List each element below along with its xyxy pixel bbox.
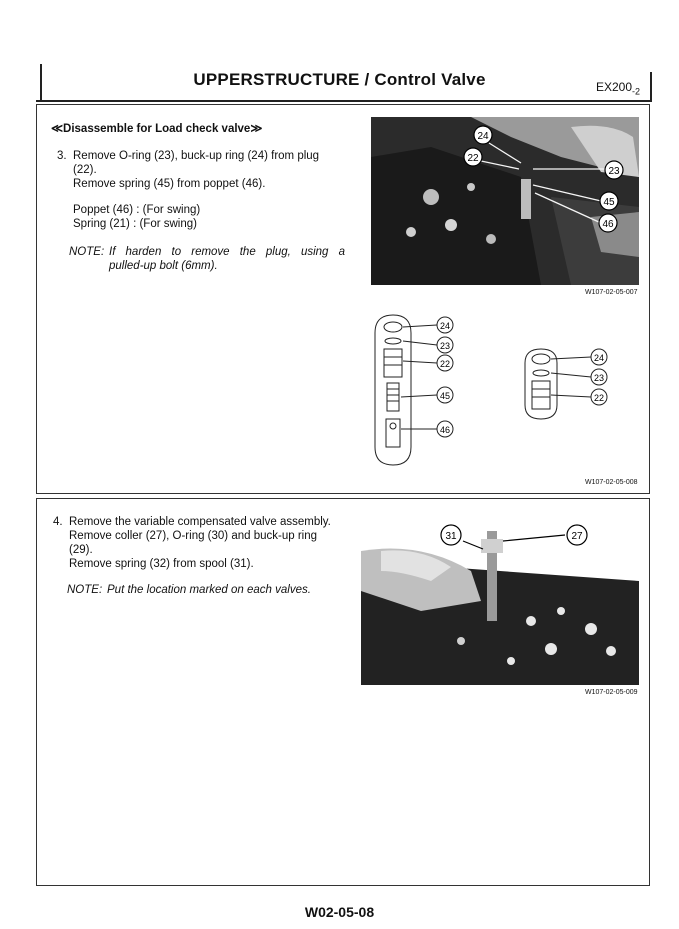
svg-text:22: 22	[439, 359, 451, 369]
page-code: W02-05-08	[304, 904, 375, 920]
note-line: pulled-up bolt (6mm).	[109, 260, 218, 272]
photo-caption: W107-02-05-007	[585, 289, 638, 296]
exploded-diagram-plug	[521, 345, 631, 425]
exploded-diagram-full	[371, 311, 481, 471]
photo-caption: W107-02-05-009	[585, 689, 638, 696]
step-line: Remove O-ring (23), buck-up ring (24) from plug	[73, 150, 320, 162]
step-line: Remove the variable compensated valve assembly.	[69, 516, 331, 528]
step-text	[73, 149, 373, 191]
model-code	[596, 80, 640, 96]
callout-45	[437, 387, 453, 403]
svg-text:22: 22	[593, 393, 605, 403]
callout-45	[600, 192, 618, 210]
step-line: Remove spring (32) from spool (31).	[69, 558, 254, 570]
model-sub: -2	[632, 86, 641, 97]
header-rule	[36, 100, 652, 102]
spec-list	[73, 203, 200, 231]
section-heading: ≪Disassemble for Load check valve≫	[51, 123, 263, 135]
svg-text:22: 22	[467, 153, 479, 164]
svg-text:45: 45	[603, 197, 615, 208]
step-number: 3.	[57, 150, 67, 162]
svg-text:24: 24	[439, 321, 451, 331]
section-variable-compensated-valve	[36, 498, 650, 886]
callout-22	[464, 148, 482, 166]
callout-23	[437, 337, 453, 353]
note-text: Put the location marked on each valves.	[107, 584, 311, 596]
svg-text:24: 24	[593, 353, 605, 363]
svg-text:23: 23	[608, 166, 620, 177]
section-load-check-valve	[36, 104, 650, 494]
svg-text:46: 46	[602, 219, 614, 230]
callout-22	[591, 389, 607, 405]
photo-load-check-valve	[371, 117, 639, 285]
callout-22	[437, 355, 453, 371]
callout-23	[605, 161, 623, 179]
step-number: 4.	[53, 516, 63, 528]
svg-text:23: 23	[593, 373, 605, 383]
note-line: If harden to remove the plug, using a	[109, 246, 345, 258]
step-line: (29).	[69, 544, 93, 556]
note-label: NOTE:	[67, 584, 103, 596]
svg-text:27: 27	[571, 531, 583, 542]
callout-24	[437, 317, 453, 333]
step-line: (22).	[73, 164, 97, 176]
note-label: NOTE:	[69, 246, 105, 258]
callout-23	[591, 369, 607, 385]
callout-46	[599, 214, 617, 232]
photo-illustration	[371, 117, 639, 285]
step-text	[69, 515, 369, 571]
callout-31	[441, 525, 461, 545]
step-line: Remove spring (45) from poppet (46).	[73, 178, 266, 190]
callout-24	[474, 126, 492, 144]
svg-text:46: 46	[439, 425, 451, 435]
model-main: EX200	[596, 80, 633, 94]
photo-illustration	[361, 511, 639, 685]
page-title: UPPERSTRUCTURE / Control Valve	[193, 70, 486, 89]
svg-text:23: 23	[439, 341, 451, 351]
svg-text:24: 24	[477, 131, 489, 142]
diagram-caption: W107-02-05-008	[585, 479, 638, 486]
photo-variable-valve	[361, 511, 639, 685]
spec-line: Poppet (46) : (For swing)	[73, 204, 201, 216]
callout-24	[591, 349, 607, 365]
callout-27	[567, 525, 587, 545]
spec-line: Spring (21) : (For swing)	[73, 218, 197, 230]
svg-text:31: 31	[445, 531, 457, 542]
callout-46	[437, 421, 453, 437]
step-line: Remove coller (27), O-ring (30) and buck-up ring	[69, 530, 317, 542]
svg-text:45: 45	[439, 391, 451, 401]
